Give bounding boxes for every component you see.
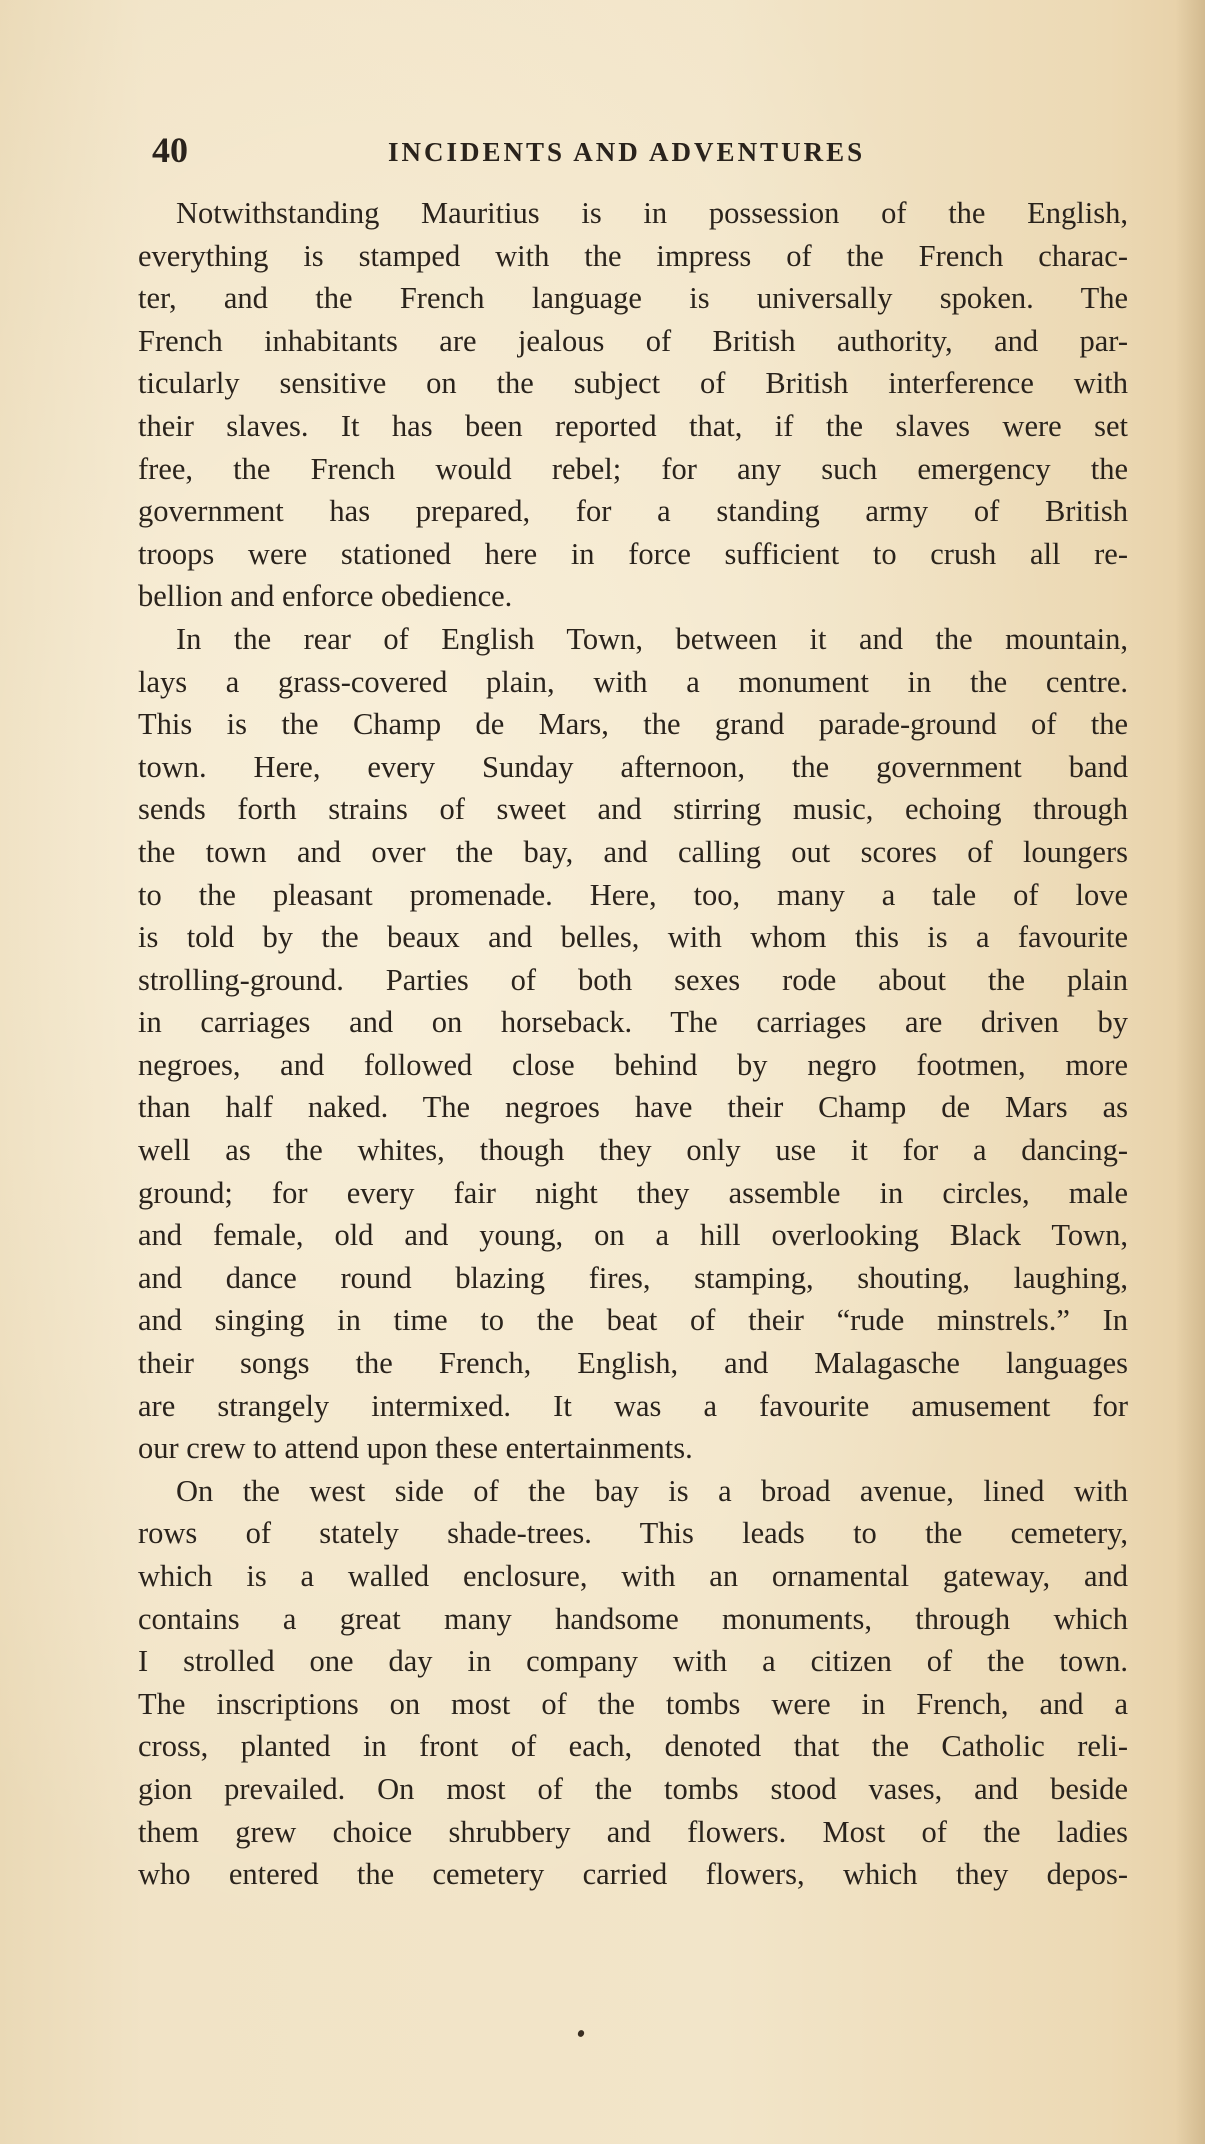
text-line: Notwithstanding Mauritius is in possession of the English, [176,196,1128,230]
text-line: strolling-ground. Parties of both sexes rode about the plain [138,962,1128,997]
text-line: our crew to attend upon these entertainments. [138,1431,693,1466]
page-edge-shadow [1175,0,1205,2144]
text-line: ticularly sensitive on the subject of British interference with [138,366,1128,401]
text-line: ter, and the French language is universally spoken. The [138,281,1128,316]
text-line: This is the Champ de Mars, the grand parade-ground of the [138,707,1128,742]
text-line: The inscriptions on most of the tombs were in French, and a [138,1686,1128,1721]
text-line: lays a grass-covered plain, with a monument in the centre. [138,664,1128,699]
text-line: their songs the French, English, and Malagasche languages [138,1346,1128,1381]
text-line: and female, old and young, on a hill overlooking Black Town, [138,1218,1128,1253]
text-line: the town and over the bay, and calling out scores of loungers [138,834,1128,869]
text-line: I strolled one day in company with a citizen of the town. [138,1644,1128,1679]
body-text [138,192,1128,1896]
text-line: their slaves. It has been reported that, if the slaves were set [138,408,1128,443]
text-line: and dance round blazing fires, stamping, shouting, laughing, [138,1260,1128,1295]
text-line: government has prepared, for a standing army of British [138,494,1128,529]
text-line: bellion and enforce obedience. [138,579,513,614]
text-line: cross, planted in front of each, denoted that the Catholic reli- [138,1729,1128,1764]
running-head [152,128,1132,172]
text-line: rows of stately shade-trees. This leads to the cemetery, [138,1516,1128,1551]
text-line: who entered the cemetery carried flowers, which they depos- [138,1857,1128,1892]
text-line: which is a walled enclosure, with an ornamental gateway, and [138,1559,1128,1593]
text-line: contains a great many handsome monuments, through which [138,1601,1128,1636]
text-line: free, the French would rebel; for any such emergency the [138,451,1128,486]
running-title: INCIDENTS AND ADVENTURES [388,137,866,167]
ink-speck-icon [577,2029,586,2038]
text-line: French inhabitants are jealous of British authority, and par- [138,323,1128,358]
text-line: sends forth strains of sweet and stirring music, echoing through [138,792,1128,827]
text-line: are strangely intermixed. It was a favourite amusement for [138,1388,1128,1423]
text-line: troops were stationed here in force sufficient to crush all re- [138,536,1128,571]
text-line: them grew choice shrubbery and flowers. Most of the ladies [138,1814,1128,1849]
text-line: than half naked. The negroes have their Champ de Mars as [138,1090,1128,1125]
page-number: 40 [152,130,188,170]
text-line: On the west side of the bay is a broad avenue, lined with [176,1473,1128,1508]
text-line: well as the whites, though they only use it for a dancing- [138,1133,1128,1168]
text-line: in carriages and on horseback. The carriages are driven by [138,1005,1128,1040]
text-line: negroes, and followed close behind by negro footmen, more [138,1047,1128,1082]
text-line: In the rear of English Town, between it and the mountain, [176,621,1128,656]
text-line: town. Here, every Sunday afternoon, the government band [138,749,1128,784]
text-line: is told by the beaux and belles, with whom this is a favourite [138,920,1128,955]
text-line: ground; for every fair night they assemble in circles, male [138,1175,1128,1210]
text-line: to the pleasant promenade. Here, too, many a tale of love [138,877,1128,912]
text-line: everything is stamped with the impress of the French charac- [138,238,1128,273]
text-line: gion prevailed. On most of the tombs stood vases, and beside [138,1771,1128,1806]
text-line: and singing in time to the beat of their “rude minstrels.” In [138,1303,1128,1338]
